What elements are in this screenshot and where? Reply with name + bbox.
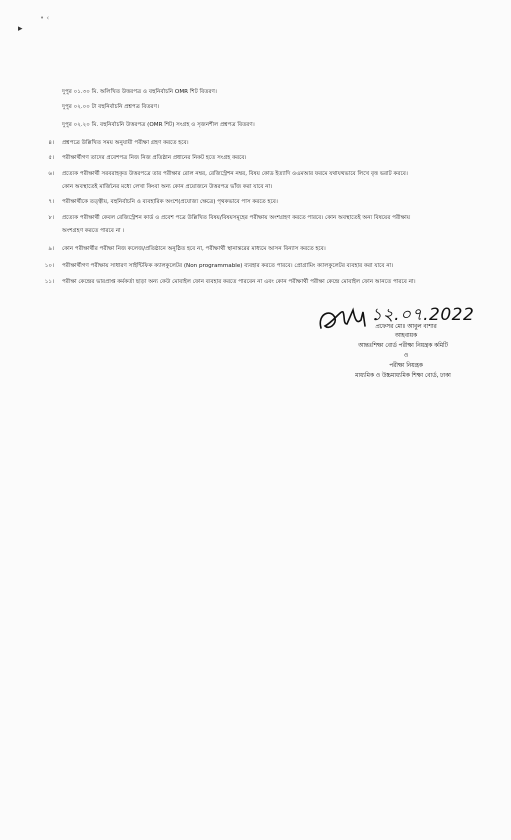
item-number: ৯। bbox=[48, 246, 54, 252]
schedule-line-1: দুপুর ০১.৩০ মি. অলিখিত উত্তরপত্র ও বহুনির্বাচনি OMR শিট বিতরণ। bbox=[62, 89, 217, 95]
signatory-organization: মাধ্যমিক ও উচ্চমাধ্যমিক শিক্ষা বোর্ড, ঢাকা bbox=[355, 373, 451, 379]
schedule-line-2: দুপুর ০২.০০ টা বহুনির্বাচনি প্রশ্নপত্র বিতরণ। bbox=[62, 104, 159, 110]
item-text: পরীক্ষা কেন্দ্রের ভারপ্রাপ্ত কর্মকর্তা ছাড়া অন্য কেউ মোবাইল ফোন ব্যবহার করতে পারবেন না এবং কোন পরীক্ষার্থী পরীক্ষা কেন্দ্রে মোবাইল ফোন আনতে পারবে না। bbox=[62, 279, 416, 285]
item-text: পরীক্ষার্থীগণ পরীক্ষায় সাধারণ সাইন্টিফিক ক্যালকুলেটর (Non programmable) ব্যবহার করতে পারবে। প্রোগ্রামিং ক্যালকুলেটর ব্যবহার করা যাবে না। bbox=[62, 263, 394, 269]
item-number: ৪। bbox=[48, 140, 54, 146]
item-number: ১০। bbox=[44, 263, 54, 269]
item-text: পরীক্ষার্থীকে তত্ত্বীয়, বহুনির্বাচনি ও ব্যবহারিক অংশে(প্রযোজ্য ক্ষেত্রে) পৃথকভাবে পাস করতে হবে। bbox=[62, 199, 278, 205]
item-number: ৮। bbox=[48, 215, 54, 221]
signature-date: ১২.০৭.2022 bbox=[371, 305, 475, 325]
item-text: কোন পরীক্ষার্থীর পরীক্ষা নিজ কলেজ/প্রতিষ্ঠানে অনুষ্ঠিত হবে না, পরীক্ষার্থী স্থানান্তরের মাধ্যমে আসন বিন্যাস করতে হবে। bbox=[62, 246, 326, 252]
item-number: ১১। bbox=[44, 279, 54, 285]
item-number: ৫। bbox=[48, 155, 54, 161]
signatory-name: প্রফেসর মোঃ আবুল বাশার bbox=[375, 324, 437, 330]
signature-block bbox=[313, 300, 493, 400]
scan-artifact-dots: • ‹ bbox=[40, 14, 50, 22]
item-text: প্রত্যেক পরীক্ষার্থী সরবরাহকৃত উত্তরপত্রে তার পরীক্ষার রোল নম্বর, রেজিস্ট্রেশন নম্বর, বিষয় কোড ইত্যাদি ওএমআর ফরমে যথাযথভাবে লিখে বৃত্ত ভরাট করবে। bbox=[62, 171, 408, 177]
item-number: ৭। bbox=[48, 199, 54, 205]
signatory-conjunction: ও bbox=[403, 353, 409, 359]
item-text-cont: অংশগ্রহণ করতে পারবে না । bbox=[62, 228, 125, 234]
item-text: প্রত্যেক পরীক্ষার্থী কেবল রেজিস্ট্রেশন কার্ড ও প্রবেশ পত্রে উল্লিখিত বিষয়/বিষয়সমূহের পরীক্ষায় অংশগ্রহণ করতে পারবে। কোন অবস্থাতেই অন্য বিষয়ের পরীক্ষায় bbox=[62, 215, 411, 221]
item-text-cont: কোন অবস্থাতেই মার্জিনের মধ্যে লেখা কিংবা অন্য কোন প্রয়োজনে উত্তরপত্র ভাঁজ করা যাবে না। bbox=[62, 184, 273, 190]
signatory-role-convener: আহবায়ক bbox=[394, 333, 418, 339]
item-text: পরীক্ষার্থীগণ তাদের প্রবেশপত্র নিজ নিজ প্রতিষ্ঠান প্রধানের নিকট হতে সংগ্রহ করবে। bbox=[62, 155, 247, 161]
signatory-role-committee: আন্তঃশিক্ষা বোর্ড পরীক্ষা নিয়ন্ত্রক কমিটি bbox=[358, 343, 448, 349]
item-text: প্রশ্নপত্রে উল্লিখিত সময় অনুযায়ী পরীক্ষা গ্রহণ করতে হবে। bbox=[62, 140, 189, 146]
item-number: ৬। bbox=[48, 171, 54, 177]
signatory-role-controller: পরীক্ষা নিয়ন্ত্রক bbox=[389, 363, 423, 369]
scan-artifact-mark: ▸ bbox=[18, 24, 23, 34]
schedule-line-3: দুপুর ০২.২০ মি. বহুনির্বাচনি উত্তরপত্র (OMR শিট) সংগ্রহ ও সৃজনশীল প্রশ্নপত্র বিতরণ। bbox=[62, 122, 255, 128]
